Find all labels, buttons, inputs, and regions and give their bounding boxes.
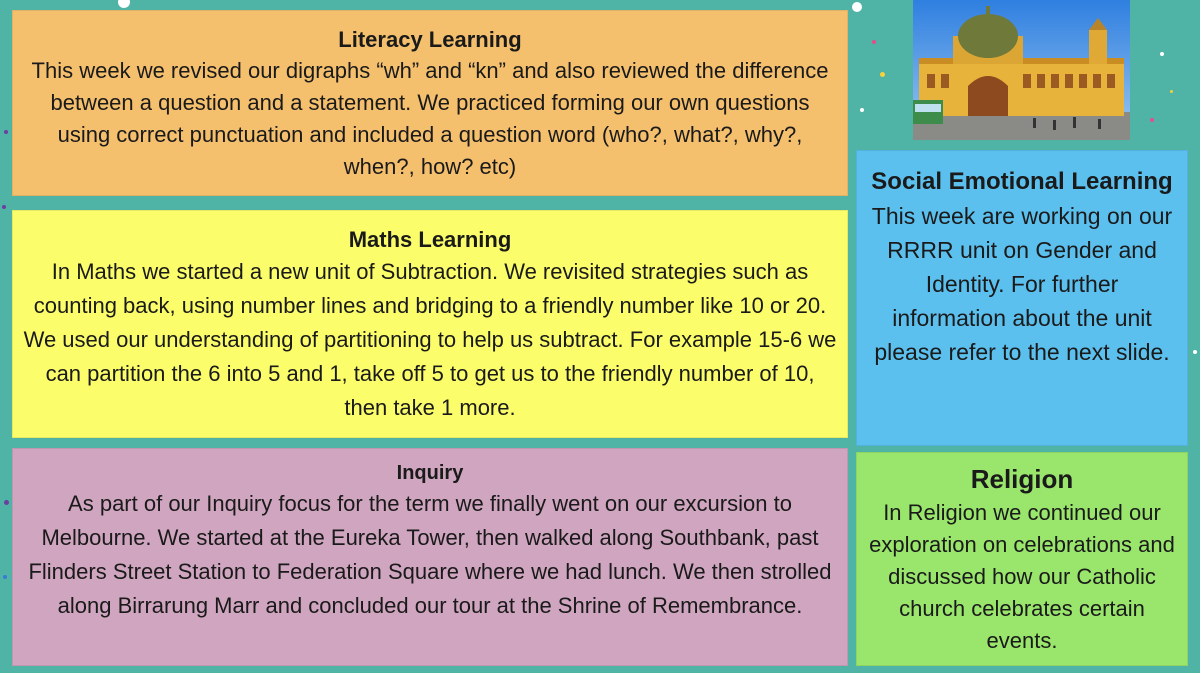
confetti-dot: [4, 130, 8, 134]
confetti-dot: [2, 205, 6, 209]
inquiry-body: As part of our Inquiry focus for the term we finally went on our excursion to Melbourne. We started at the Eureka Tower, then walked along Southbank, past Flinders Street Station to Federation Square where we had lunch. We then strolled along Birrarung Marr and concluded our tour at the Shrine of Remembrance.: [28, 491, 832, 618]
religion-title: Religion: [970, 464, 1074, 494]
religion-panel: [856, 452, 1188, 666]
confetti-dot: [860, 108, 864, 112]
sel-body: This week are working on our RRRR unit on Gender and Identity. For further information about the unit please refer to the next slide.: [871, 203, 1173, 365]
confetti-dot: [3, 575, 7, 579]
inquiry-panel: [12, 448, 848, 666]
flinders-street-station-photo: [913, 0, 1130, 140]
confetti-dot: [852, 2, 862, 12]
confetti-dot: [1160, 52, 1164, 56]
confetti-dot: [872, 40, 876, 44]
sel-title: Social Emotional Learning: [871, 168, 1173, 195]
maths-body: In Maths we started a new unit of Subtraction. We revisited strategies such as counting back, using number lines and bridging to a friendly number like 10 or 20. We used our understanding of partitioning to help us subtract. For example 15-6 we can partition the 6 into 5 and 1, take off 5 to get us to the friendly number of 10, then take 1 more.: [23, 259, 837, 420]
confetti-dot: [880, 72, 885, 77]
literacy-learning-panel: [12, 10, 848, 196]
confetti-dot: [1193, 350, 1197, 354]
confetti-dot: [1170, 90, 1173, 93]
social-emotional-learning-panel: [856, 150, 1188, 446]
confetti-dot: [1150, 118, 1154, 122]
confetti-dot: [4, 500, 9, 505]
maths-learning-panel: [12, 210, 848, 438]
literacy-body: This week we revised our digraphs “wh” and “kn” and also reviewed the difference between a question and a statement. We practiced forming our own questions using correct punctuation and included a question word (who?, what?, why?, when?, how? etc): [31, 58, 829, 179]
maths-title: Maths Learning: [348, 227, 512, 252]
literacy-title: Literacy Learning: [338, 27, 522, 52]
religion-body: In Religion we continued our exploration on celebrations and discussed how our Catholic church celebrates certain events.: [869, 500, 1175, 653]
confetti-dot: [118, 0, 130, 8]
inquiry-title: Inquiry: [396, 462, 464, 484]
